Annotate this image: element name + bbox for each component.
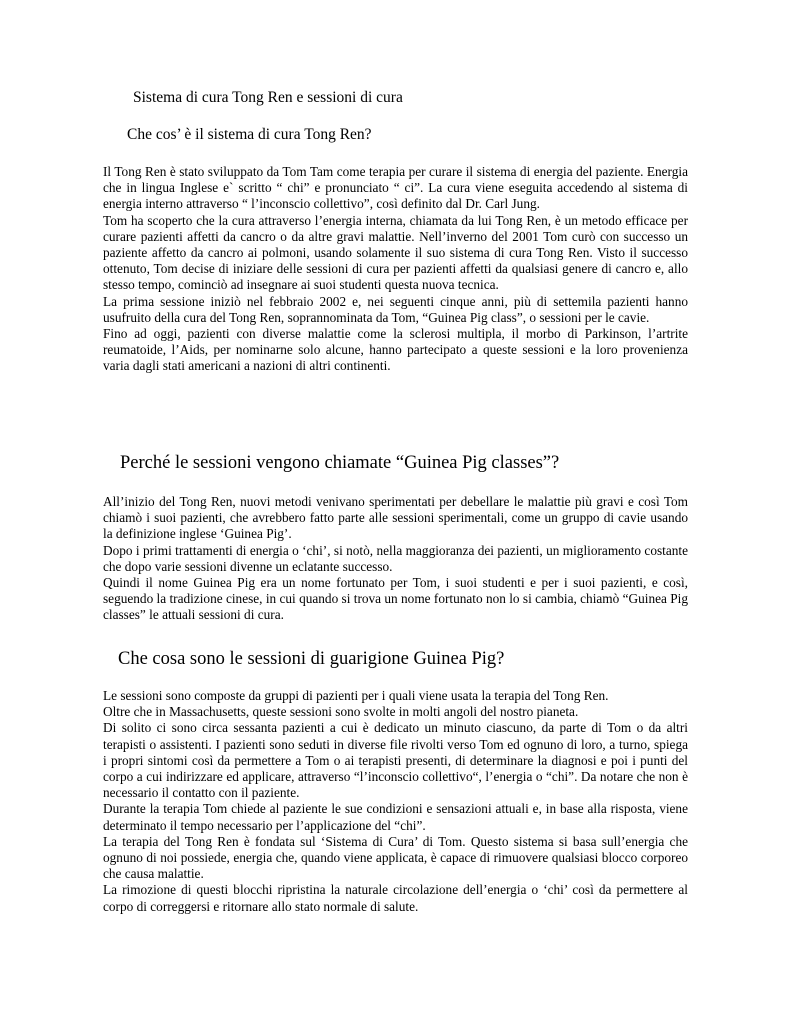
paragraph: Di solito ci sono circa sessanta pazienti a cui è dedicato un minuto ciascuno, da parte di Tom o da altri terapisti o assistenti. I pazienti sono seduti in diverse file rivolti verso Tom ed ognuno di loro, a turno, spiega i propri sintomi così da permettere a Tom o ai terapisti presenti, di determinare la diagnosi e poi i punti del corpo a cui indirizzare ed applicare, attraverso “l’inconscio collettivo“, l’energia o “chi”. Da notare che non è necessario il contatto con il paziente. bbox=[103, 720, 688, 801]
paragraph: Quindi il nome Guinea Pig era un nome fortunato per Tom, i suoi studenti e per i suoi pazienti, e così, seguendo la tradizione cinese, in cui quando si trova un nome fortunato non lo si cambia, chiamò “Guinea Pig classes” le attuali sessioni di cura. bbox=[103, 575, 688, 623]
section-body-tong-ren-system bbox=[103, 164, 688, 375]
paragraph: La terapia del Tong Ren è fondata sul ‘Sistema di Cura’ di Tom. Questo sistema si basa sull’energia che ognuno di noi possiede, energia che, quando viene applicata, è capace di rimuovere qualsiasi blocco corporeo che causa malattie. bbox=[103, 833, 688, 882]
section-body-guinea-pig-sessions bbox=[103, 688, 688, 915]
section-heading-guinea-pig-name: Perché le sessioni vengono chiamate “Guinea Pig classes”? bbox=[120, 453, 560, 473]
section-heading-tong-ren-system: Che cos’ è il sistema di cura Tong Ren? bbox=[127, 126, 372, 143]
paragraph: La prima sessione iniziò nel febbraio 2002 e, nei seguenti cinque anni, più di settemila pazienti hanno usufruito della cura del Tong Ren, soprannominata da Tom, “Guinea Pig class”, o sessioni per le cavie. bbox=[103, 293, 688, 325]
paragraph: All’inizio del Tong Ren, nuovi metodi venivano sperimentati per debellare le malattie più gravi e così Tom chiamò i suoi pazienti, che avrebbero fatto parte alle sessioni sperimentali, come un gruppo di cavie usando la definizione inglese ‘Guinea Pig’. bbox=[103, 494, 688, 542]
paragraph: Le sessioni sono composte da gruppi di pazienti per i quali viene usata la terapia del Tong Ren. bbox=[103, 688, 609, 703]
section-heading-guinea-pig-sessions: Che cosa sono le sessioni di guarigione Guinea Pig? bbox=[118, 649, 505, 669]
paragraph: Tom ha scoperto che la cura attraverso l’energia interna, chiamata da lui Tong Ren, è un metodo efficace per curare pazienti affetti da cancro o da altre gravi malattie. Nell’inverno del 2001 Tom curò con successo un paziente affetto da cancro ai polmoni, usando solamente il suo sistema di cura Tong Ren. Visto il successo ottenuto, Tom decise di iniziare delle sessioni di cura per pazienti affetti da qualsiasi genere di cancro e, allo stesso tempo, cominciò ad insegnare ai suoi studenti questa nuova tecnica. bbox=[103, 212, 688, 293]
paragraph: La rimozione di questi blocchi ripristina la naturale circolazione dell’energia o ‘chi’ così da permettere al corpo di correggersi e ritornare allo stato normale di salute. bbox=[103, 882, 688, 914]
paragraph: Il Tong Ren è stato sviluppato da Tom Tam come terapia per curare il sistema di energia del paziente. Energia che in lingua Inglese e` scritto “ chi” e pronunciato “ ci”. La cura viene eseguita accedendo al sistema di energia interno attraverso “ l’inconscio collettivo”, così definito dal Dr. Carl Jung. bbox=[103, 164, 688, 212]
paragraph: Oltre che in Massachusetts, queste sessioni sono svolte in molti angoli del nostro pianeta. bbox=[103, 704, 579, 720]
document-title: Sistema di cura Tong Ren e sessioni di cura bbox=[133, 89, 403, 106]
paragraph: Durante la terapia Tom chiede al paziente le sue condizioni e sensazioni attuali e, in base alla risposta, viene determinato il tempo necessario per l’applicazione del “chi”. bbox=[103, 801, 688, 833]
paragraph: Dopo i primi trattamenti di energia o ‘chi’, si notò, nella maggioranza dei pazienti, un miglioramento costante che dopo varie sessioni divenne un eclatante successo. bbox=[103, 542, 688, 574]
section-body-guinea-pig-name bbox=[103, 494, 688, 624]
paragraph: Fino ad oggi, pazienti con diverse malattie come la sclerosi multipla, il morbo di Parkinson, l’artrite reumatoide, l’Aids, per nominarne solo alcune, hanno partecipato a queste sessioni e la loro provenienza varia dagli stati americani a nazioni di altri continenti. bbox=[103, 326, 688, 374]
